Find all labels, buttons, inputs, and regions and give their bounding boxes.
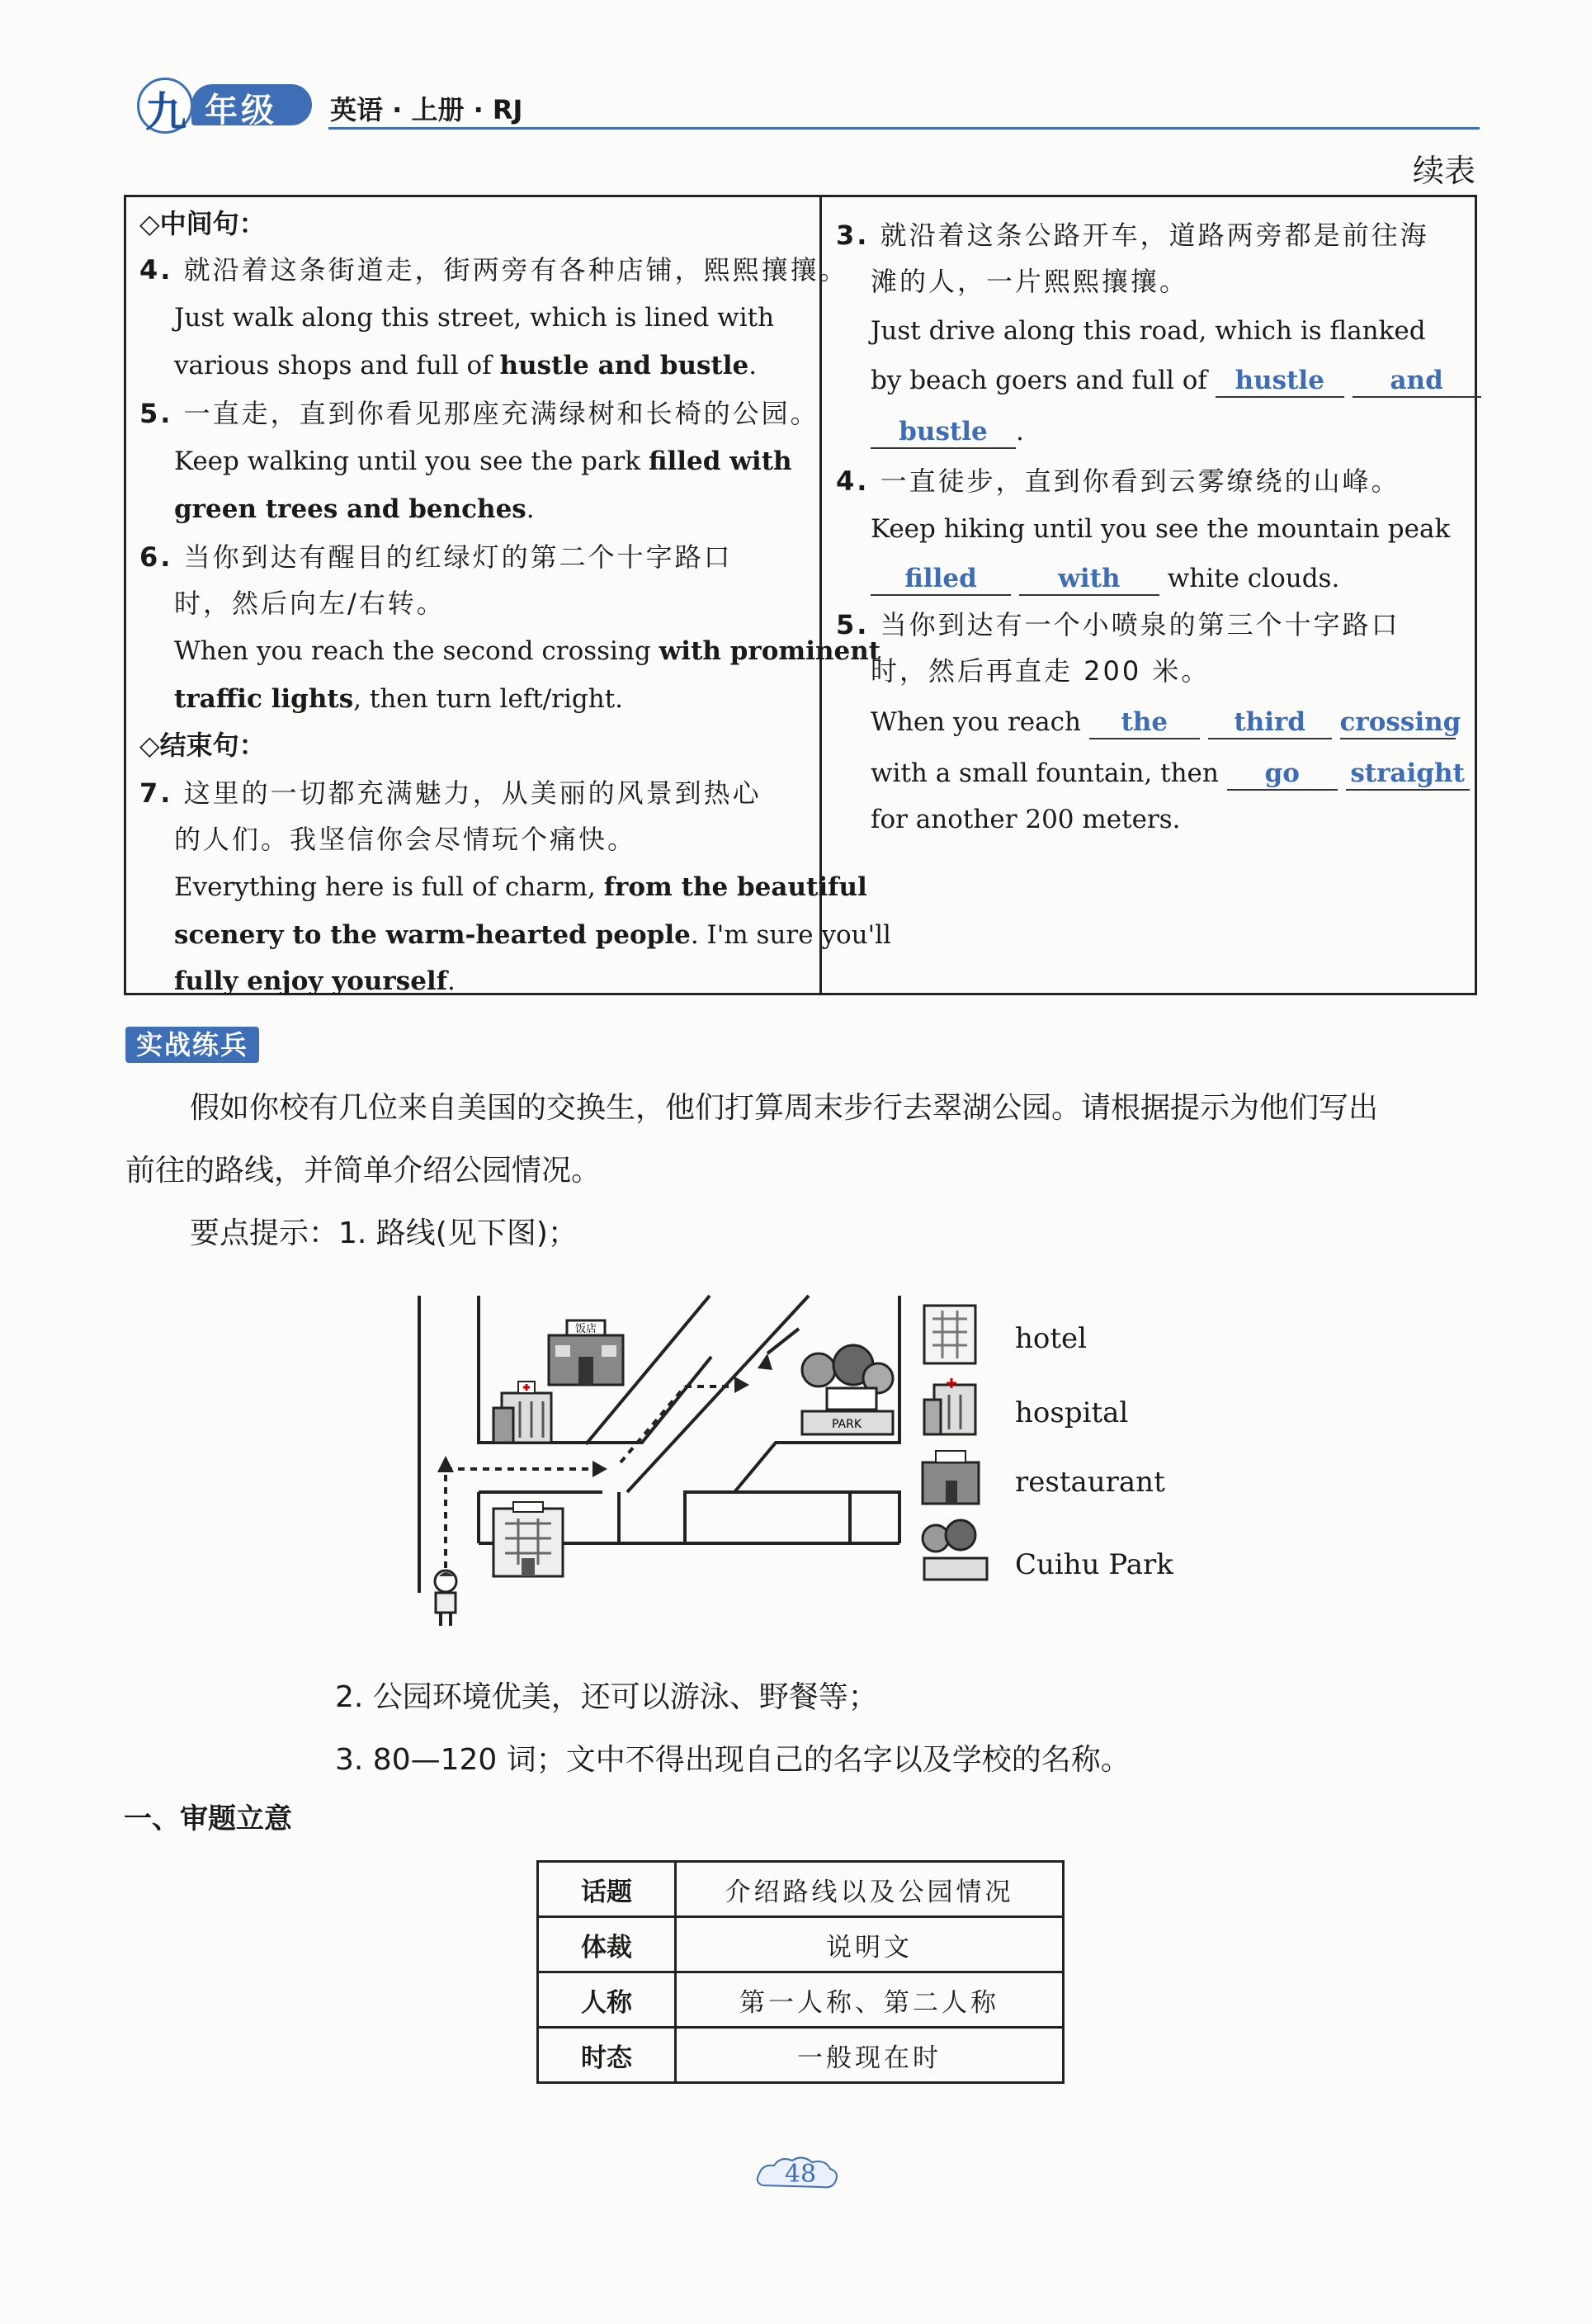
header-rule — [328, 127, 1480, 130]
exercise-tip-1: 要点提示：1. 路线(见下图)； — [190, 1216, 578, 1250]
page-number-text: 48 — [784, 2160, 817, 2189]
hospital-icon — [493, 1382, 551, 1443]
practice-5-cn-1: 5. 当你到达有一个小喷泉的第三个十字路口 — [836, 609, 1400, 640]
exercise-tip-3: 3. 80—120 词；文中不得出现自己的名字以及学校的名称。 — [335, 1743, 1131, 1777]
sentence-5-cn: 5. 一直走，直到你看见那座充满绿树和长椅的公园。 — [139, 398, 819, 429]
legend-hospital-icon — [924, 1378, 975, 1434]
answer-blank[interactable]: crossing — [1340, 706, 1456, 739]
table-row — [538, 2028, 1064, 2083]
page-number — [751, 2154, 850, 2195]
end-sentence-heading: ◇结束句： — [139, 730, 266, 761]
restaurant-icon — [549, 1320, 623, 1385]
route-dots — [621, 1386, 685, 1462]
sentence-table — [124, 195, 1477, 995]
practice-3-cn-2: 滩的人，一片熙熙攘攘。 — [871, 266, 1189, 297]
legend-hospital: hospital — [1015, 1396, 1129, 1429]
answer-blank[interactable]: go — [1227, 758, 1338, 791]
practice-3-cn-1: 3. 就沿着这条公路开车，道路两旁都是前往海 — [836, 220, 1429, 251]
exercise-tip-2: 2. 公园环境优美，还可以游泳、野餐等； — [335, 1680, 878, 1714]
answer-blank[interactable]: filled — [871, 563, 1011, 596]
legend-park-icon — [923, 1520, 987, 1580]
table-key: 人称 — [538, 1972, 676, 2028]
route-arrow — [758, 1353, 772, 1370]
sentence-7-en-2: scenery to the warm-hearted people. I'm sure you'll — [174, 920, 891, 950]
route-arrow — [592, 1461, 607, 1477]
continue-label: 续表 — [1413, 153, 1476, 189]
road-line — [627, 1296, 809, 1492]
practice-4-cn: 4. 一直徒步，直到你看到云雾缭绕的山峰。 — [836, 465, 1400, 497]
sentence-4-en-2: various shops and full of hustle and bustle. — [174, 351, 758, 380]
legend-hotel: hotel — [1015, 1322, 1088, 1355]
road-line — [734, 1492, 899, 1543]
answer-blank[interactable]: and — [1353, 365, 1481, 398]
table-value: 一般现在时 — [676, 2028, 1064, 2083]
analysis-table — [536, 1860, 1065, 2084]
hotel-icon — [493, 1502, 563, 1576]
table-value: 说明文 — [676, 1917, 1064, 1972]
sentence-6-en-1: When you reach the second crossing with prominent — [174, 636, 881, 666]
route-map — [404, 1287, 1180, 1634]
legend-restaurant-icon — [923, 1451, 979, 1504]
route-arrow — [734, 1377, 749, 1393]
sentence-6-cn-2: 时，然后向左/右转。 — [174, 588, 446, 619]
block-outline — [685, 1492, 850, 1543]
legend-hotel-icon — [924, 1306, 975, 1363]
exercise-badge: 实战练兵 — [125, 1027, 259, 1063]
practice-5-en-2: with a small fountain, then go straight — [871, 757, 1470, 791]
legend-cuihu-park: Cuihu Park — [1015, 1548, 1173, 1581]
answer-blank[interactable]: third — [1208, 706, 1332, 739]
practice-4-en-2: filled with white clouds. — [871, 562, 1339, 596]
practice-3-en-2: by beach goers and full of hustle and — [871, 364, 1481, 398]
answer-blank[interactable]: bustle — [871, 416, 1016, 449]
sentence-7-cn-1: 7. 这里的一切都充满魅力，从美丽的风景到热心 — [139, 777, 762, 809]
practice-3-en-3: bustle . — [871, 415, 1024, 449]
grade-char: 九 — [145, 88, 186, 136]
practice-5-en-1: When you reach the third crossing — [871, 706, 1456, 739]
table-row — [538, 1917, 1064, 1972]
answer-blank[interactable]: with — [1019, 563, 1159, 596]
exercise-intro-2: 前往的路线，并简单介绍公园情况。 — [125, 1154, 602, 1188]
answer-blank[interactable]: the — [1089, 706, 1200, 739]
route-arrow — [437, 1456, 454, 1472]
page-header — [122, 73, 1480, 140]
grade-suffix: 年级 — [205, 92, 277, 130]
sentence-5-en-1: Keep walking until you see the park filled with — [174, 446, 792, 476]
practice-3-en-1: Just drive along this road, which is flanked — [871, 316, 1426, 346]
route-dots — [767, 1329, 799, 1353]
section-title: 一、审题立意 — [124, 1802, 292, 1835]
table-row — [538, 1972, 1064, 2028]
practice-4-en-1: Keep hiking until you see the mountain peak — [871, 514, 1451, 544]
park-sign-text: PARK — [831, 1418, 862, 1431]
sentence-7-en-3: fully enjoy yourself. — [174, 966, 456, 996]
mid-sentence-heading: ◇中间句： — [139, 208, 266, 239]
table-key: 体裁 — [538, 1917, 676, 1972]
sentence-7-en-1: Everything here is full of charm, from the beautiful — [174, 872, 867, 902]
table-key: 时态 — [538, 2028, 676, 2083]
table-key: 话题 — [538, 1862, 676, 1917]
sentence-4-en-1: Just walk along this street, which is lined with — [174, 303, 775, 333]
park-icon — [802, 1345, 893, 1434]
sentence-7-cn-2: 的人们。我坚信你会尽情玩个痛快。 — [174, 824, 637, 855]
subject-label: 英语 · 上册 · RJ — [330, 94, 523, 125]
practice-5-en-3: for another 200 meters. — [871, 805, 1181, 834]
legend-restaurant: restaurant — [1015, 1466, 1165, 1499]
practice-5-cn-2: 时，然后再直走 200 米。 — [871, 655, 1211, 687]
restaurant-sign-text: 饭店 — [574, 1323, 597, 1335]
sentence-5-en-2: green trees and benches. — [174, 494, 535, 524]
sentence-4-cn: 4. 就沿着这条街道走，街两旁有各种店铺，熙熙攘攘。 — [139, 254, 848, 286]
person-icon — [435, 1571, 456, 1626]
table-row — [538, 1862, 1064, 1917]
sentence-6-cn-1: 6. 当你到达有醒目的红绿灯的第二个十字路口 — [139, 541, 733, 573]
grade-badge — [122, 73, 312, 134]
table-value: 第一人称、第二人称 — [676, 1972, 1064, 2028]
table-value: 介绍路线以及公园情况 — [676, 1862, 1064, 1917]
sentence-6-en-2: traffic lights, then turn left/right. — [174, 684, 624, 714]
exercise-intro-1: 假如你校有几位来自美国的交换生，他们打算周末步行去翠湖公园。请根据提示为他们写出 — [190, 1091, 1379, 1125]
answer-blank[interactable]: straight — [1346, 758, 1470, 791]
answer-blank[interactable]: hustle — [1216, 365, 1344, 398]
